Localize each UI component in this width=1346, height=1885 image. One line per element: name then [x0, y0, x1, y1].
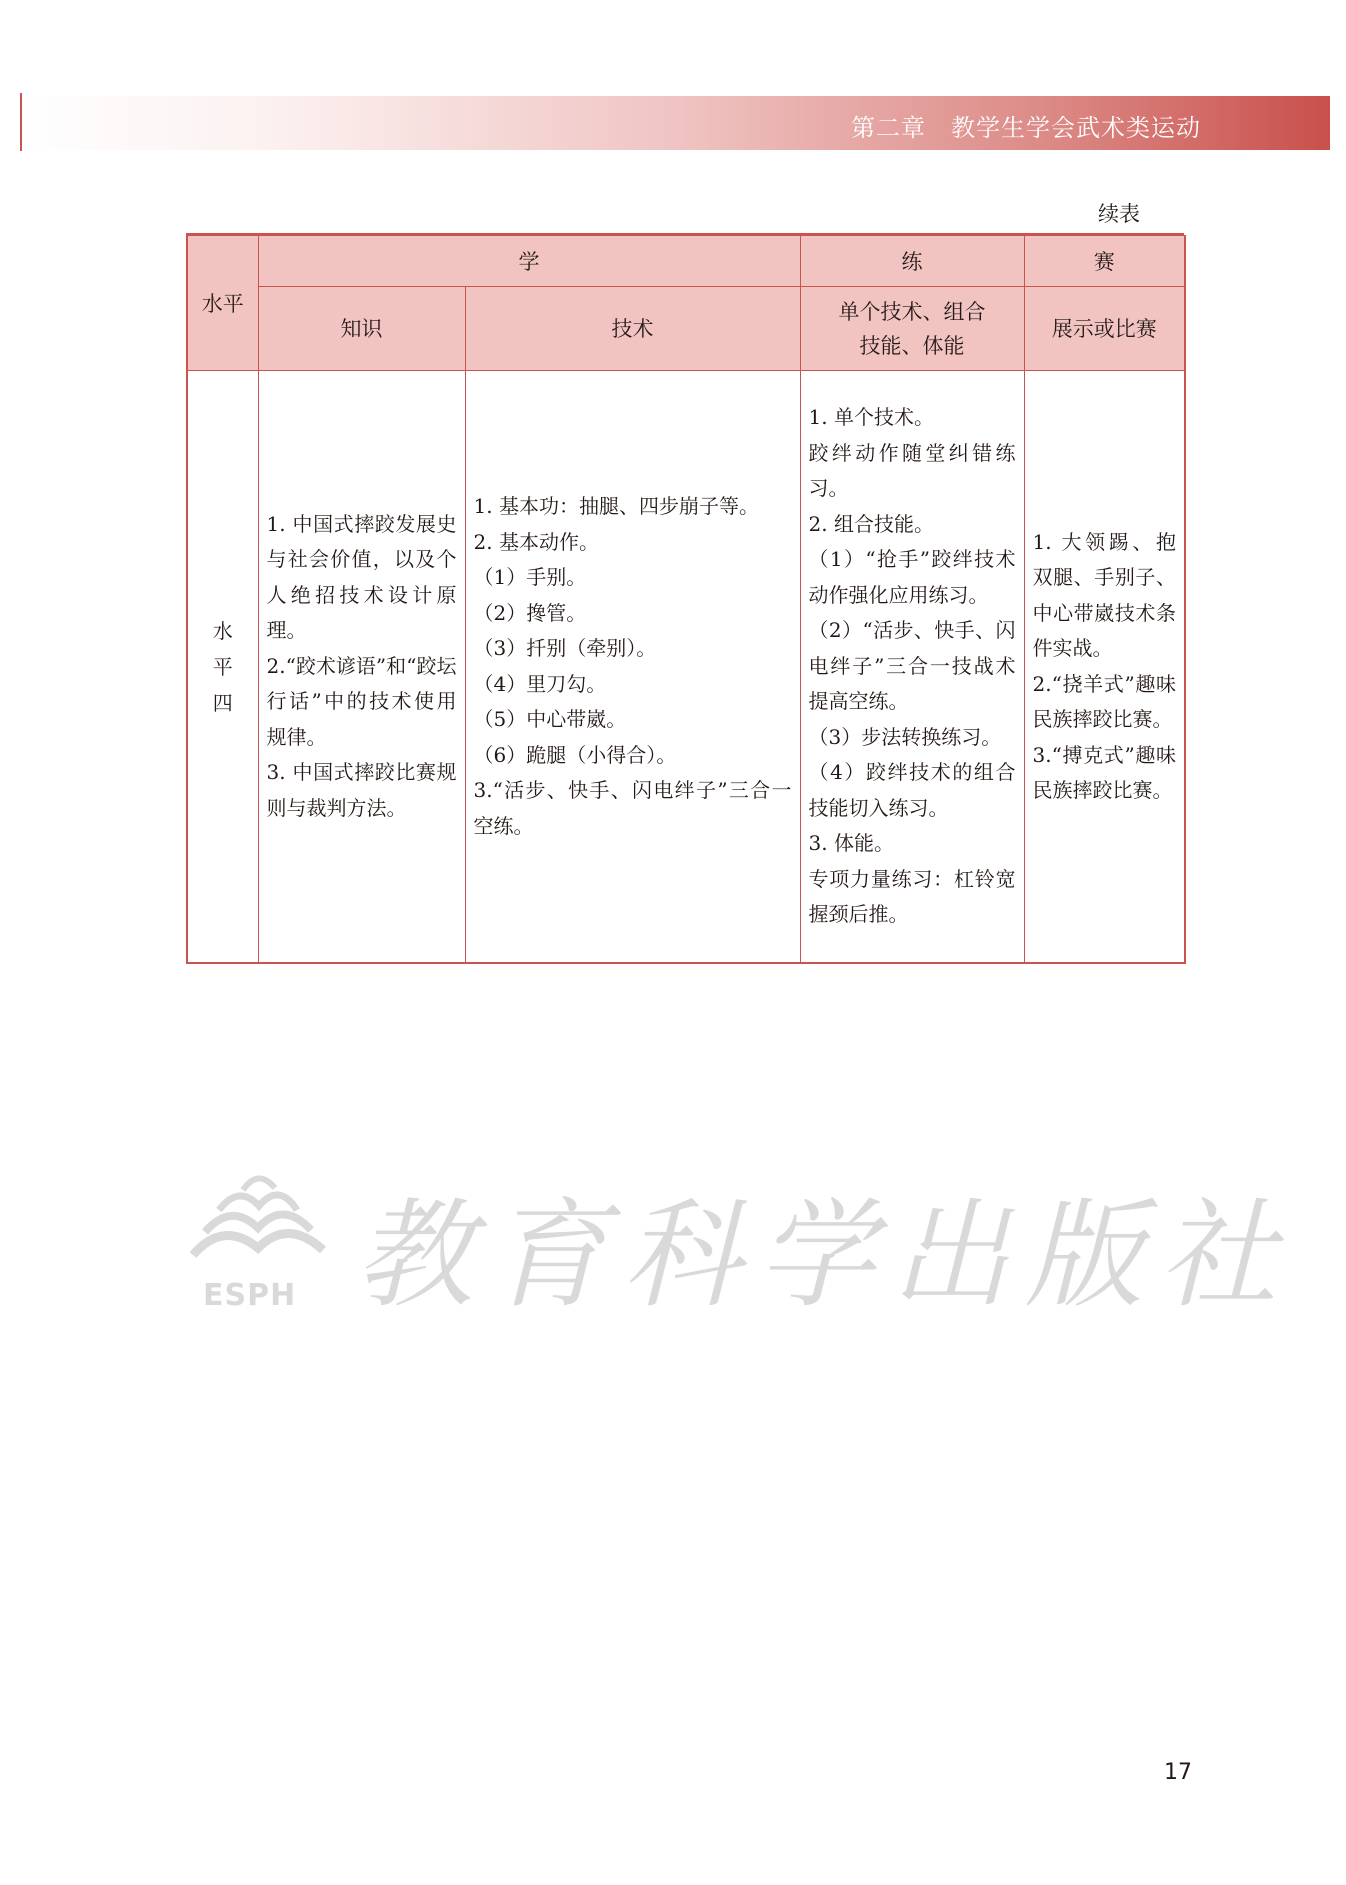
list-item: 3. 中国式摔跤比赛规则与裁判方法。	[266, 760, 457, 820]
level-char: 水	[212, 618, 233, 643]
header-practice-sub	[800, 287, 1024, 371]
list-item: （5）中心带崴。	[473, 707, 627, 731]
curriculum-table	[186, 235, 1186, 964]
list-item: 2.“挠羊式”趣味民族摔跤比赛。	[1032, 671, 1176, 731]
list-item: （1）手别。	[473, 565, 587, 589]
level-char: 四	[212, 690, 233, 715]
list-item: 专项力量练习：杠铃宽握颈后推。	[808, 866, 1016, 927]
header-compete: 赛	[1024, 236, 1185, 287]
header-compete-sub: 展示或比赛	[1024, 287, 1185, 371]
list-item: （4）里刀勾。	[473, 671, 607, 696]
list-item: 1. 大领踢、抱双腿、手别子、中心带崴技术条件实战。	[1032, 529, 1176, 660]
list-item: 3.“搏克式”趣味民族摔跤比赛。	[1032, 742, 1176, 802]
list-item: 3.“活步、快手、闪电绊子”三合一空练。	[473, 778, 792, 838]
table-row	[187, 371, 1185, 964]
list-item: （2）搀管。	[473, 600, 587, 625]
page-number: 17	[1164, 1760, 1192, 1785]
publisher-watermark	[183, 1160, 1294, 1324]
watermark-text: 教育科学出版社	[355, 1186, 1294, 1324]
continued-label: 续表	[1098, 202, 1140, 226]
list-item: 1. 基本功：抽腿、四步崩子等。	[473, 494, 759, 518]
list-item: （4）跤绊技术的组合技能切入练习。	[808, 760, 1016, 820]
list-item: 1. 中国式摔跤发展史与社会价值，以及个人绝招技术设计原理。	[266, 511, 457, 643]
publisher-logo-icon	[183, 1160, 333, 1275]
header-practice-sub-line1: 单个技术、组合	[838, 299, 986, 324]
list-item: 跤绊动作随堂纠错练习。	[808, 440, 1016, 501]
compete-cell	[1024, 371, 1185, 964]
header-technique: 技术	[465, 287, 800, 371]
level-cell	[187, 371, 258, 964]
list-item: 2. 基本动作。	[473, 529, 599, 554]
header-practice-sub-line2: 技能、体能	[859, 333, 965, 358]
list-item: 3. 体能。	[808, 831, 894, 856]
chapter-title: 第二章 教学生学会武术类运动	[851, 114, 1201, 142]
list-item: （3）步法转换练习。	[808, 724, 1002, 749]
level-char: 平	[212, 654, 233, 679]
watermark-logo-text: ESPH	[203, 1278, 297, 1313]
header-learn: 学	[258, 236, 800, 287]
header-level: 水平	[187, 236, 258, 371]
header-practice: 练	[800, 236, 1024, 287]
list-item: （2）“活步、快手、闪电绊子”三合一技战术提高空练。	[808, 618, 1016, 714]
technique-cell	[465, 371, 800, 964]
practice-cell	[800, 371, 1024, 964]
list-item: （6）跪腿（小得合）。	[473, 742, 677, 767]
list-item: （3）扦别（牵别）。	[473, 636, 657, 660]
knowledge-cell	[258, 371, 465, 964]
list-item: 2.“跤术谚语”和“跤坛行话”中的技术使用规律。	[266, 653, 457, 749]
list-item: 1. 单个技术。	[808, 405, 934, 430]
list-item: 2. 组合技能。	[808, 511, 934, 536]
header-knowledge: 知识	[258, 287, 465, 371]
list-item: （1）“抢手”跤绊技术动作强化应用练习。	[808, 547, 1016, 607]
